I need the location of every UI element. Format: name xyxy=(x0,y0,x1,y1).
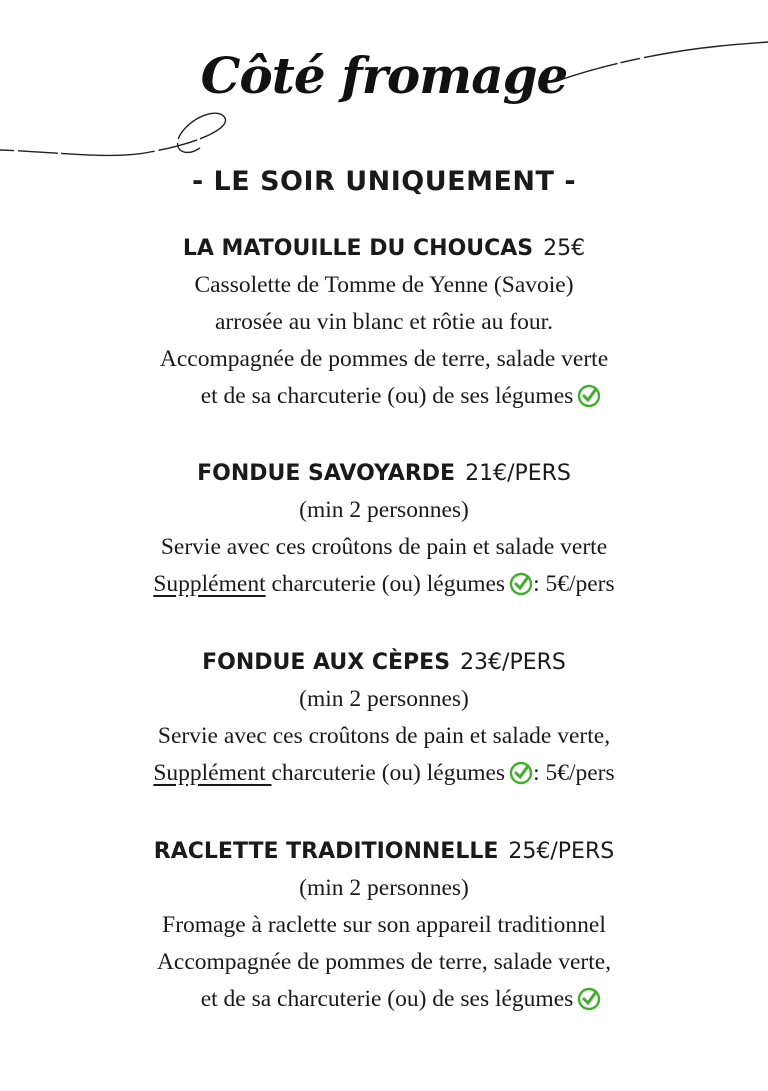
menu-item-fondue-savoyarde xyxy=(0,455,768,603)
item-description-line: arrosée au vin blanc et rôtie au four. xyxy=(215,309,553,335)
supplement-text: charcuterie (ou) légumes xyxy=(271,760,506,786)
item-name: RACLETTE TRADITIONNELLE xyxy=(153,839,499,864)
menu-title: Côté fromage xyxy=(200,46,568,105)
item-description-line: Servie avec ces croûtons de pain et salade verte xyxy=(160,534,608,560)
menu-item-matouille xyxy=(0,230,768,415)
vegetarian-check-icon xyxy=(577,987,601,1011)
menu-item-fondue-cepes xyxy=(0,644,768,792)
item-supplement-line xyxy=(0,755,768,792)
item-description-line: Servie avec ces croûtons de pain et salade verte, xyxy=(157,723,611,749)
item-description-line: (min 2 personnes) xyxy=(299,875,469,901)
supplement-text: charcuterie (ou) légumes xyxy=(265,571,506,597)
item-name: FONDUE SAVOYARDE xyxy=(197,461,456,486)
item-heading xyxy=(0,644,768,681)
item-heading xyxy=(0,230,768,267)
item-supplement-line xyxy=(0,566,768,603)
menu-item-raclette xyxy=(0,833,768,1018)
item-description-line: Accompagnée de pommes de terre, salade verte xyxy=(159,346,609,372)
item-heading xyxy=(0,833,768,870)
item-price: 25€/PERS xyxy=(508,839,615,864)
menu-subtitle: - LE SOIR UNIQUEMENT - xyxy=(191,166,577,197)
item-description-line: Fromage à raclette sur son appareil traditionnel xyxy=(162,912,606,938)
item-description-text: et de sa charcuterie (ou) de ses légumes xyxy=(200,986,574,1012)
supplement-price: : 5€/pers xyxy=(533,571,615,597)
item-heading xyxy=(0,455,768,492)
item-name: FONDUE AUX CÈPES xyxy=(202,650,451,675)
item-description-line: (min 2 personnes) xyxy=(299,686,469,712)
item-description-line: Accompagnée de pommes de terre, salade verte, xyxy=(156,949,612,975)
vegetarian-check-icon xyxy=(509,572,533,596)
item-name: LA MATOUILLE DU CHOUCAS xyxy=(182,236,534,261)
supplement-label: Supplément xyxy=(153,571,266,597)
item-price: 21€/PERS xyxy=(465,461,571,486)
item-description-line: Cassolette de Tomme de Yenne (Savoie) xyxy=(194,272,574,298)
item-description-line: (min 2 personnes) xyxy=(299,497,469,523)
item-description-line xyxy=(0,981,768,1018)
vegetarian-check-icon xyxy=(509,761,533,785)
vegetarian-check-icon xyxy=(577,384,601,408)
item-description-text: et de sa charcuterie (ou) de ses légumes xyxy=(200,383,574,409)
item-price: 25€ xyxy=(543,236,586,261)
supplement-label: Supplément xyxy=(153,760,272,786)
item-price: 23€/PERS xyxy=(460,650,566,675)
item-description-line xyxy=(0,378,768,415)
supplement-price: : 5€/pers xyxy=(533,760,615,786)
